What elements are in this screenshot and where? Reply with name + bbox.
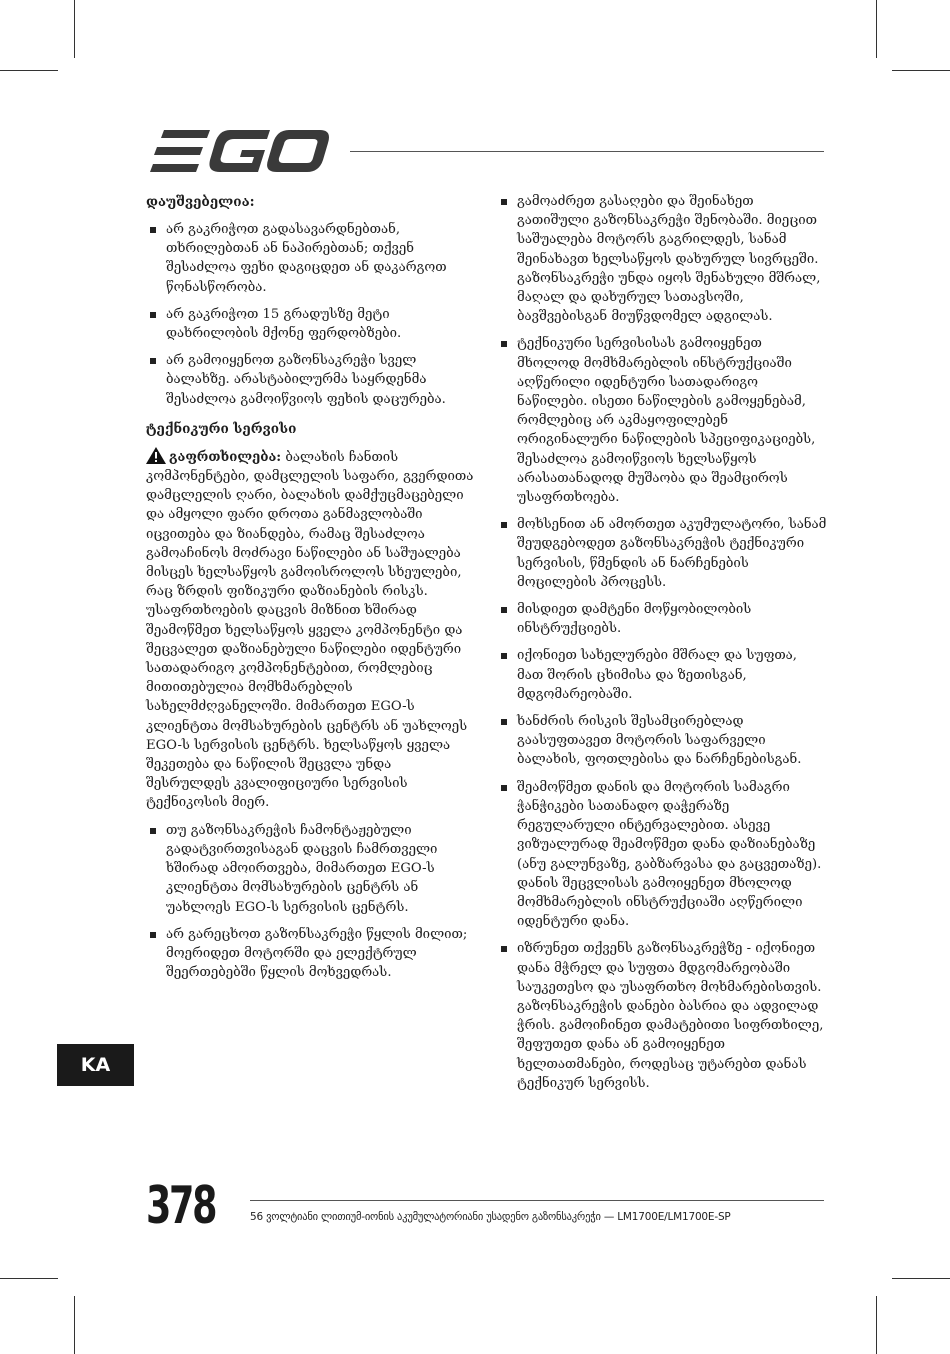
- crop-mark: [876, 0, 877, 58]
- list-item: ხანძრის რისკის შესამცირებლად გაასუფთავეთ მოტორის საფარველი ბალახის, ფოთლებისა და ნარჩენებისგან.: [497, 712, 827, 770]
- crop-mark: [74, 1296, 75, 1354]
- right-column: [497, 192, 827, 1101]
- list-item: გამოაძრეთ გასაღები და შეინახეთ გათიშული გაზონსაკრეჭი შენობაში. მიეცით საშუალება მოტორს გაგრილდეს, სანამ შეინახავთ ხელსაწყოს დახურულ სივრცეში. გაზონსაკრეჭი უნდა იყოს შენახული მშრალ, მაღალ და დახურულ სათავსოში, ბავშვებისგან მიუწვდომელ ადგილას.: [497, 192, 827, 326]
- warning-paragraph: [146, 447, 476, 813]
- service-heading: ტექნიკური სერვისი: [146, 420, 297, 437]
- left-column: [146, 192, 476, 990]
- crop-mark: [892, 70, 950, 71]
- list-item: მისდიეთ დამტენი მოწყობილობის ინსტრუქციებს.: [497, 600, 827, 638]
- caution-heading: დაუშვებელია:: [146, 194, 255, 210]
- list-item: არ გაკრიჭოთ 15 გრადუსზე მეტი დახრილობის მქონე ფერდობზები.: [146, 305, 476, 343]
- list-item: შეამოწმეთ დანის და მოტორის სამაგრი ჭანჭიკები სათანადო დაჭერაზე რეგულარული ინტერვალებით. ასევე ვიზუალურად შეამოწმეთ დანა დაზიანებაზე (ანუ გალუნვაზე, გაბზარვასა და გაცვეთაზე). დანის შეცვლისას გამოიყენეთ მხოლოდ მომხმარებლის ინსტრუქციაში აღწერილი იდენტური დანა.: [497, 778, 827, 932]
- footer-text: 56 ვოლტიანი ლითიუმ-იონის აკუმულატორიანი უსადენო გაზონსაკრეჭი — LM1700E/LM1700E-SP: [250, 1211, 731, 1223]
- list-item: იქონიეთ სახელურები მშრალ და სუფთა, მათ შორის ცხიმისა და ზეთისგან, მდგომარეობაში.: [497, 646, 827, 704]
- warning-triangle-icon: [146, 447, 166, 464]
- list-item: არ გაკრიჭოთ გადასავარდნებთან, თხრილებთან ან ნაპირებთან; თქვენ შესაძლოა ფეხი დაგიცდეთ ან დაკარგოთ წონასწორობა.: [146, 220, 476, 297]
- crop-mark: [876, 1296, 877, 1354]
- list-item: თუ გაზონსაკრეჭის ჩამონტაჟებული გადატვირთვისაგან დაცვის ჩამრთველი ხშირად ამოირთვება, მიმართეთ EGO-ს კლიენტთა მომსახურების ცენტრს ან უახლოეს EGO-ს სერვისის ცენტრს.: [146, 821, 476, 917]
- warning-label: გაფრთხილება:: [169, 449, 282, 465]
- list-item: არ გარეცხოთ გაზონსაკრეჭი წყლის მილით; მოერიდეთ მოტორში და ელექტრულ შეერთებებში წყლის მოხვედრას.: [146, 925, 476, 983]
- language-tab: KA: [57, 1044, 134, 1086]
- crop-mark: [0, 70, 58, 71]
- crop-mark: [892, 1278, 950, 1279]
- footer-rule: [250, 1200, 824, 1201]
- header-rule: [350, 151, 824, 152]
- crop-mark: [0, 1278, 58, 1279]
- ego-logo: [150, 130, 330, 172]
- caution-list: [146, 220, 476, 409]
- list-item: მოხსენით ან ამორთეთ აკუმულატორი, სანამ შეუდგებოდეთ გაზონსაკრეჭის ტექნიკური სერვისის, წმენდის ან ნარჩენების მოცილების პროცესს.: [497, 515, 827, 592]
- list-item: არ გამოიყენოთ გაზონსაკრეჭი სველ ბალახზე. არასტაბილურმა საყრდენმა შესაძლოა გამოიწვიოს ფეხის დაცურება.: [146, 351, 476, 409]
- service-list: [146, 821, 476, 983]
- page-number: 378: [146, 1176, 216, 1236]
- warning-text: ბალახის ჩანთის კომპონენტები, დამცლელის საფარი, გვერდითა დამცლელის ღარი, ბალახის დამქუცმაცებელი და ამყოლი ფარი დროთა განმავლობაში იცვითება და ზიანდება, რამაც შესაძლოა გამოაჩინოს მოძრავი ნაწილები ან საშუალება მისცეს ხელსაწყოს გამოისროლოს სხეულები, რაც ზრდის ფიზიკური დაზიანების რისკს. უსაფრთხოების დაცვის მიზნით ხშირად შეამოწმეთ ხელსაწყოს ყველა კომპონენტი და შეცვალეთ დაზიანებული ნაწილები იდენტური სათადარიგო კომპონენტებით, რომლებიც მითითებულია მომხმარებლის სახელმძღვანელოში. მიმართეთ EGO-ს კლიენტთა მომსახურების ცენტრს ან უახლოეს EGO-ს სერვისის ცენტრს. ხელსაწყოს ყველა შეკეთება და ნაწილის შეცვლა უნდა შესრულდეს კვალიფიციური სერვისის ტექნიკოსის მიერ.: [146, 449, 474, 811]
- maintenance-list: [497, 192, 827, 1093]
- crop-mark: [74, 0, 75, 58]
- list-item: ტექნიკური სერვისისას გამოიყენეთ მხოლოდ მომხმარებლის ინსტრუქციაში აღწერილი იდენტური სათადარიგო ნაწილები. ისეთი ნაწილების გამოყენებამ, რომლებიც არ აკმაყოფილებენ ორიგინალური ნაწილების სპეციფიკაციებს, შესაძლოა გამოიწვიოს ხელსაწყოს არასათანადოდ მუშაობა და შეამციროს უსაფრთხოება.: [497, 334, 827, 507]
- list-item: იზრუნეთ თქვენს გაზონსაკრეჭზე - იქონიეთ დანა მჭრელ და სუფთა მდგომარეობაში საუკეთესო და უსაფრთხო მოხმარებისთვის. გაზონსაკრეჭის დანები ბასრია და ადვილად ჭრის. გამოიჩინეთ დამატებითი სიფრთხილე, შეფუთეთ დანა ან გამოიყენეთ ხელთათმანები, როდესაც უტარებთ დანას ტექნიკურ სერვისს.: [497, 939, 827, 1093]
